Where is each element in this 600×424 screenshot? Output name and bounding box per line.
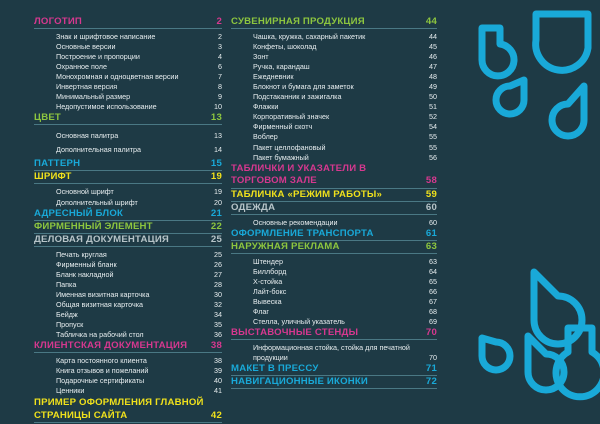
toc-column-middle — [231, 16, 437, 389]
section-transport[interactable] — [231, 228, 437, 241]
font-items — [34, 184, 222, 207]
logo-items — [34, 29, 222, 112]
toc-item[interactable]: Зонт 46 — [253, 52, 437, 62]
stands-items — [231, 340, 437, 363]
section-pattern[interactable] — [34, 158, 222, 171]
section-page: 13 — [210, 112, 222, 124]
section-page: 60 — [425, 201, 437, 213]
client-items — [34, 353, 222, 396]
section-color[interactable] — [34, 112, 222, 125]
toc-item[interactable]: Конфеты, шоколад 45 — [253, 42, 437, 52]
toc-item[interactable]: Пакет бумажный 56 — [253, 152, 437, 162]
section-page: 44 — [425, 16, 437, 27]
section-title: ТАБЛИЧКИ И УКАЗАТЕЛИ В ТОРГОВОМ ЗАЛЕ — [231, 162, 367, 187]
section-souvenir[interactable] — [231, 16, 437, 29]
toc-item[interactable]: Чашка, кружка, сахарный пакетик 44 — [253, 32, 437, 41]
toc-item[interactable]: Лайт-бокс 66 — [253, 286, 437, 296]
toc-item[interactable]: Фирменный скотч 54 — [253, 122, 437, 132]
section-page: 72 — [425, 376, 437, 388]
toc-item[interactable]: Охранное поле 6 — [56, 62, 222, 72]
toc-item[interactable]: Биллборд 64 — [253, 266, 437, 276]
drop-shape-bottom-small — [482, 338, 510, 370]
toc-item[interactable]: Фирменный бланк 26 — [56, 259, 222, 269]
drop-shape-top-large — [536, 14, 588, 70]
toc-item[interactable]: Пакет целлофановый 55 — [253, 142, 437, 152]
section-address[interactable] — [34, 208, 222, 221]
clothes-items — [231, 215, 437, 228]
toc-item[interactable]: Построение и пропорции 4 — [56, 52, 222, 62]
toc-item[interactable]: Бланк накладной 27 — [56, 269, 222, 279]
toc-item[interactable]: Флажки 51 — [253, 102, 437, 112]
section-title: ОДЕЖДА — [231, 201, 276, 213]
section-title: АДРЕСНЫЙ БЛОК — [34, 207, 124, 219]
section-font[interactable] — [34, 171, 222, 184]
section-page: 38 — [210, 339, 222, 351]
section-signs[interactable] — [231, 163, 437, 189]
outdoor-items — [231, 254, 437, 327]
toc-item[interactable]: Х-стойка 65 — [253, 276, 437, 286]
section-client[interactable] — [34, 340, 222, 353]
toc-item[interactable]: Бейдж 34 — [56, 309, 222, 319]
toc-item[interactable]: Основные рекомендации 60 — [253, 217, 437, 227]
toc-item[interactable]: Основной шрифт 19 — [56, 187, 222, 197]
toc-item[interactable]: Информационная стойка, стойка для печатной продукции 70 — [253, 342, 437, 363]
section-page: 25 — [210, 233, 222, 245]
toc-item[interactable]: Дополнительный шрифт 20 — [56, 197, 222, 207]
toc-item[interactable]: Пропуск 35 — [56, 319, 222, 329]
toc-item[interactable]: Корпоративный значек 52 — [253, 112, 437, 122]
toc-item[interactable]: Блокнот и бумага для заметок 49 — [253, 82, 437, 92]
section-title: ШРИФТ — [34, 171, 72, 183]
toc-item[interactable]: Ценники 41 — [56, 386, 222, 396]
toc-item[interactable]: Подарочные сертификаты 40 — [56, 376, 222, 386]
section-outdoor[interactable] — [231, 241, 437, 254]
section-title: НАРУЖНАЯ РЕКЛАМА — [231, 240, 340, 252]
section-title: СУВЕНИРНАЯ ПРОДУКЦИЯ — [231, 16, 365, 27]
section-example[interactable] — [34, 396, 222, 423]
section-page: 71 — [425, 363, 437, 375]
toc-item[interactable]: Инвертная версия 8 — [56, 82, 222, 92]
section-title: НАВИГАЦИОННЫЕ ИКОНКИ — [231, 376, 369, 388]
section-page: 22 — [210, 220, 222, 232]
section-title: КЛИЕНТСКАЯ ДОКУМЕНТАЦИЯ — [34, 339, 188, 351]
section-title: ТАБЛИЧКА «РЕЖИМ РАБОТЫ» — [231, 188, 383, 200]
toc-item[interactable]: Знак и шрифтовое написание 2 — [56, 32, 222, 41]
section-page: 42 — [210, 410, 222, 422]
section-page: 15 — [210, 158, 222, 170]
section-title: ВЫСТАВОЧНЫЕ СТЕНДЫ — [231, 326, 359, 338]
toc-item[interactable]: Подстаканник и зажигалка 50 — [253, 92, 437, 102]
toc-item[interactable]: Основная палитра 13 — [56, 131, 222, 141]
toc-item[interactable]: Воблер 55 — [253, 132, 437, 142]
section-page: 61 — [425, 227, 437, 239]
section-title: МАКЕТ В ПРЕССУ — [231, 363, 319, 375]
section-title: ЛОГОТИП — [34, 16, 83, 27]
souvenir-items — [231, 29, 437, 163]
docs-items — [34, 247, 222, 340]
toc-item[interactable]: Штендер 63 — [253, 256, 437, 266]
toc-item[interactable]: Общая визитная карточка 32 — [56, 299, 222, 309]
section-title: ПРИМЕР ОФОРМЛЕНИЯ ГЛАВНОЙ СТРАНИЦЫ САЙТА — [34, 397, 204, 422]
toc-column-left — [34, 16, 222, 423]
toc-item[interactable]: Дополнительная палитра 14 — [56, 145, 222, 155]
section-page: 19 — [210, 171, 222, 183]
section-title: ФИРМЕННЫЙ ЭЛЕМЕНТ — [34, 220, 153, 232]
drop-shape-bottom-large — [534, 272, 582, 344]
toc-item[interactable]: Печать круглая 25 — [56, 249, 222, 259]
toc-item[interactable]: Монохромная и одноцветная версии 7 — [56, 72, 222, 82]
section-title: ДЕЛОВАЯ ДОКУМЕНТАЦИЯ — [34, 233, 170, 245]
section-page: 21 — [210, 207, 222, 219]
toc-item[interactable]: Папка 28 — [56, 279, 222, 289]
section-logo[interactable] — [34, 16, 222, 29]
drop-shape-top-left — [482, 28, 514, 76]
section-page: 2 — [216, 16, 222, 27]
toc-item[interactable]: Ежедневник 48 — [253, 72, 437, 82]
section-page: 59 — [425, 188, 437, 200]
toc-item[interactable]: Флаг 68 — [253, 306, 437, 316]
section-title: ПАТТЕРН — [34, 158, 81, 170]
color-items — [34, 125, 222, 155]
toc-item[interactable]: Карта постоянного клиента 38 — [56, 355, 222, 365]
section-page: 58 — [425, 175, 437, 187]
section-page: 70 — [425, 326, 437, 338]
section-docs[interactable] — [34, 234, 222, 247]
drop-shape-mid-right — [552, 86, 584, 136]
toc-item[interactable]: Табличка на рабочий стол 36 — [56, 329, 222, 339]
toc-item[interactable]: Книга отзывов и пожеланий 39 — [56, 366, 222, 376]
toc-item[interactable]: Вывеска 67 — [253, 296, 437, 306]
toc-item[interactable]: Основные версии 3 — [56, 42, 222, 52]
toc-item[interactable]: Минимальный размер 9 — [56, 92, 222, 102]
section-clothes[interactable] — [231, 202, 437, 215]
drop-shape-mid-small — [496, 80, 524, 114]
section-title: ОФОРМЛЕНИЕ ТРАНСПОРТА — [231, 227, 374, 239]
section-page: 63 — [425, 240, 437, 252]
section-element[interactable] — [34, 221, 222, 234]
section-press[interactable] — [231, 363, 437, 376]
toc-item[interactable]: Ручка, карандаш 47 — [253, 62, 437, 72]
section-stands[interactable] — [231, 327, 437, 340]
toc-item[interactable]: Именная визитная карточка 30 — [56, 289, 222, 299]
section-icons[interactable] — [231, 376, 437, 389]
toc-item[interactable]: Стелла, уличный указатель 69 — [253, 316, 437, 326]
section-title: ЦВЕТ — [34, 112, 61, 124]
decorative-drops — [460, 0, 600, 424]
section-schedule[interactable] — [231, 189, 437, 202]
toc-item[interactable]: Недопустимое использование 10 — [56, 102, 222, 112]
